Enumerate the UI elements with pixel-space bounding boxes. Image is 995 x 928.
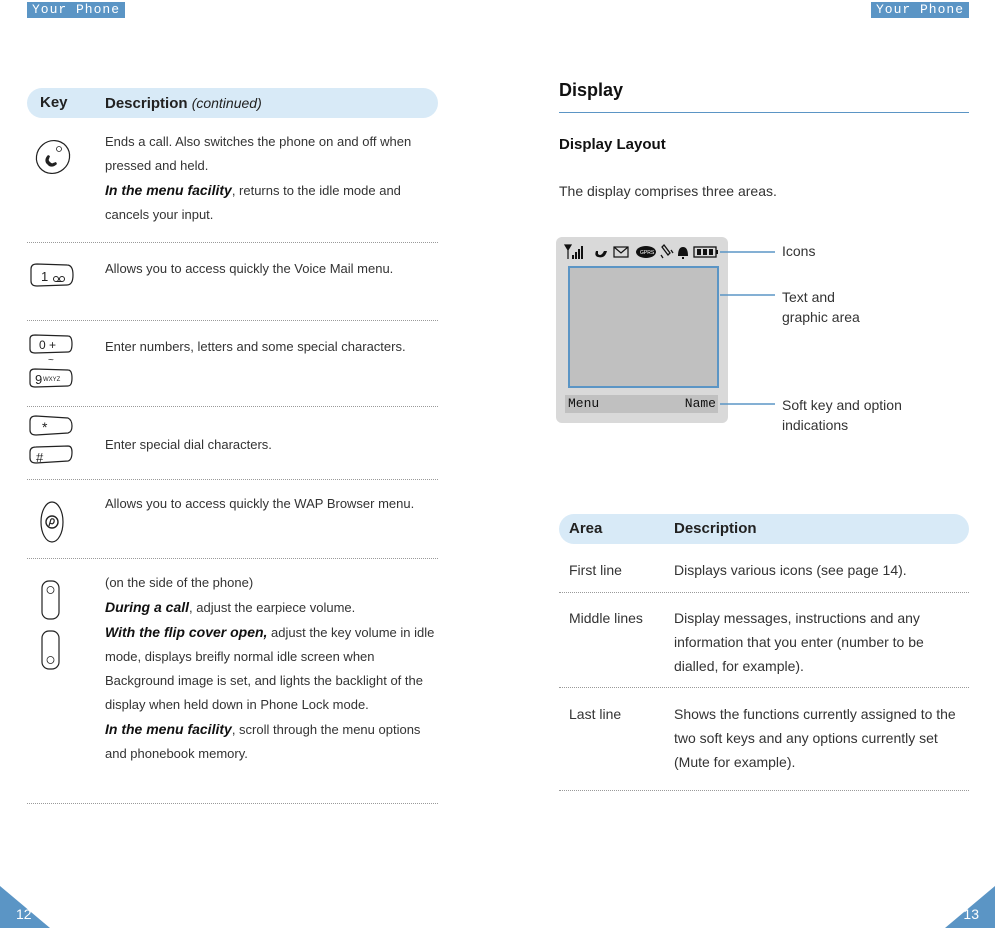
description-text: Allows you to access quickly the WAP Browser menu. bbox=[105, 496, 415, 511]
area-cell: Middle lines bbox=[569, 610, 643, 626]
table-row bbox=[27, 407, 438, 480]
call-icon bbox=[595, 251, 607, 257]
key-glyph: 1 bbox=[41, 269, 49, 284]
row-description bbox=[105, 335, 438, 359]
description-text: Enter numbers, letters and some special characters. bbox=[105, 339, 406, 354]
number-keys-icon bbox=[27, 334, 77, 403]
table-row bbox=[559, 593, 969, 688]
battery-icon bbox=[694, 247, 718, 257]
intro-text: The display comprises three areas. bbox=[559, 183, 777, 199]
section-title: Display bbox=[559, 80, 624, 100]
section-subtitle: Display Layout bbox=[559, 136, 666, 153]
description-text: Ends a call. Also switches the phone on and off when pressed and held. bbox=[105, 134, 412, 173]
callout-text-line: Soft key and option bbox=[782, 397, 902, 413]
display-diagram bbox=[556, 237, 728, 423]
description-text: (on the side of the phone) bbox=[105, 575, 254, 590]
key-glyph: 9 bbox=[35, 372, 43, 387]
table-row bbox=[27, 480, 438, 559]
message-icon bbox=[614, 247, 628, 257]
page-number-text: 12 bbox=[16, 906, 32, 922]
gprs-icon bbox=[636, 246, 656, 258]
table-row bbox=[27, 126, 438, 243]
table-row bbox=[27, 243, 438, 321]
row-description bbox=[105, 257, 438, 281]
key-glyph: WXYZ bbox=[43, 377, 61, 383]
description-text: , returns to the idle mode and cancels your input. bbox=[105, 183, 401, 222]
running-header-left: Your Phone bbox=[27, 2, 125, 18]
keys-table-header bbox=[27, 88, 438, 118]
svg-text:GPRS: GPRS bbox=[640, 250, 655, 256]
table-row bbox=[27, 321, 438, 407]
soft-key-left: Menu bbox=[568, 396, 600, 411]
title-rule bbox=[559, 112, 969, 113]
vibrate-icon bbox=[661, 245, 673, 258]
emphasis-text: In the menu facility bbox=[105, 721, 232, 737]
star-hash-keys-icon bbox=[27, 415, 77, 476]
area-cell: First line bbox=[569, 562, 622, 578]
callout-text-line: Text and bbox=[782, 289, 835, 305]
description-cell: Displays various icons (see page 14). bbox=[674, 562, 907, 578]
row-description bbox=[105, 130, 438, 227]
page-number-text: 13 bbox=[963, 906, 979, 922]
description-cell: Display messages, instructions and any information that you enter (number to be dialled, for example). bbox=[674, 610, 924, 674]
description-text: adjust the key volume in idle mode, displays breifly normal idle screen when Background image is set, and lights the backlight of the display when held down in Phone Lock mode. bbox=[105, 625, 435, 712]
page-number-right bbox=[945, 886, 995, 928]
description-text: , scroll through the menu options and phonebook memory. bbox=[105, 722, 421, 761]
key-glyph: ~ bbox=[48, 355, 54, 366]
callout-text-line: graphic area bbox=[782, 309, 860, 325]
callout-text-area bbox=[782, 287, 860, 327]
description-text: , adjust the earpiece volume. bbox=[189, 600, 356, 615]
page-number-left bbox=[0, 886, 50, 928]
emphasis-text: During a call bbox=[105, 599, 190, 615]
key-column-header: Key bbox=[40, 94, 68, 111]
description-column-header: Description bbox=[674, 520, 757, 537]
bell-icon bbox=[678, 247, 688, 259]
running-header-right: Your Phone bbox=[871, 2, 969, 18]
emphasis-text: With the flip cover open, bbox=[105, 624, 268, 640]
description-text: Allows you to access quickly the Voice Mail menu. bbox=[105, 261, 394, 276]
area-table-header bbox=[559, 514, 969, 544]
callout-soft-keys bbox=[782, 395, 902, 435]
row-description bbox=[105, 433, 438, 457]
wap-key-icon bbox=[27, 500, 77, 549]
continued-note: (continued) bbox=[191, 95, 262, 111]
table-row bbox=[559, 688, 969, 791]
signal-icon bbox=[565, 245, 583, 259]
row-description bbox=[105, 492, 438, 516]
area-column-header: Area bbox=[569, 520, 603, 537]
callout-icons: Icons bbox=[782, 243, 816, 259]
emphasis-text: In the menu facility bbox=[105, 182, 232, 198]
key-glyph: * bbox=[42, 419, 48, 435]
description-cell: Shows the functions currently assigned to the two soft keys and any options currently set (Mute for example). bbox=[674, 706, 956, 770]
row-description bbox=[105, 571, 438, 766]
description-text: Enter special dial characters. bbox=[105, 437, 272, 452]
volume-keys-icon bbox=[27, 579, 77, 678]
table-row bbox=[27, 559, 438, 804]
area-cell: Last line bbox=[569, 706, 622, 722]
text-graphic-area bbox=[568, 266, 719, 388]
table-row bbox=[559, 546, 969, 593]
key-glyph: 0 + bbox=[39, 338, 57, 352]
end-call-key-icon bbox=[27, 136, 77, 181]
voicemail-key-icon bbox=[27, 263, 77, 294]
callout-text-line: indications bbox=[782, 417, 849, 433]
soft-key-bar bbox=[565, 395, 718, 413]
key-glyph: # bbox=[36, 450, 44, 465]
status-icon-bar bbox=[564, 243, 720, 261]
callout-lines bbox=[720, 245, 780, 415]
description-column-header: Description bbox=[105, 95, 188, 112]
soft-key-right: Name bbox=[684, 396, 716, 411]
